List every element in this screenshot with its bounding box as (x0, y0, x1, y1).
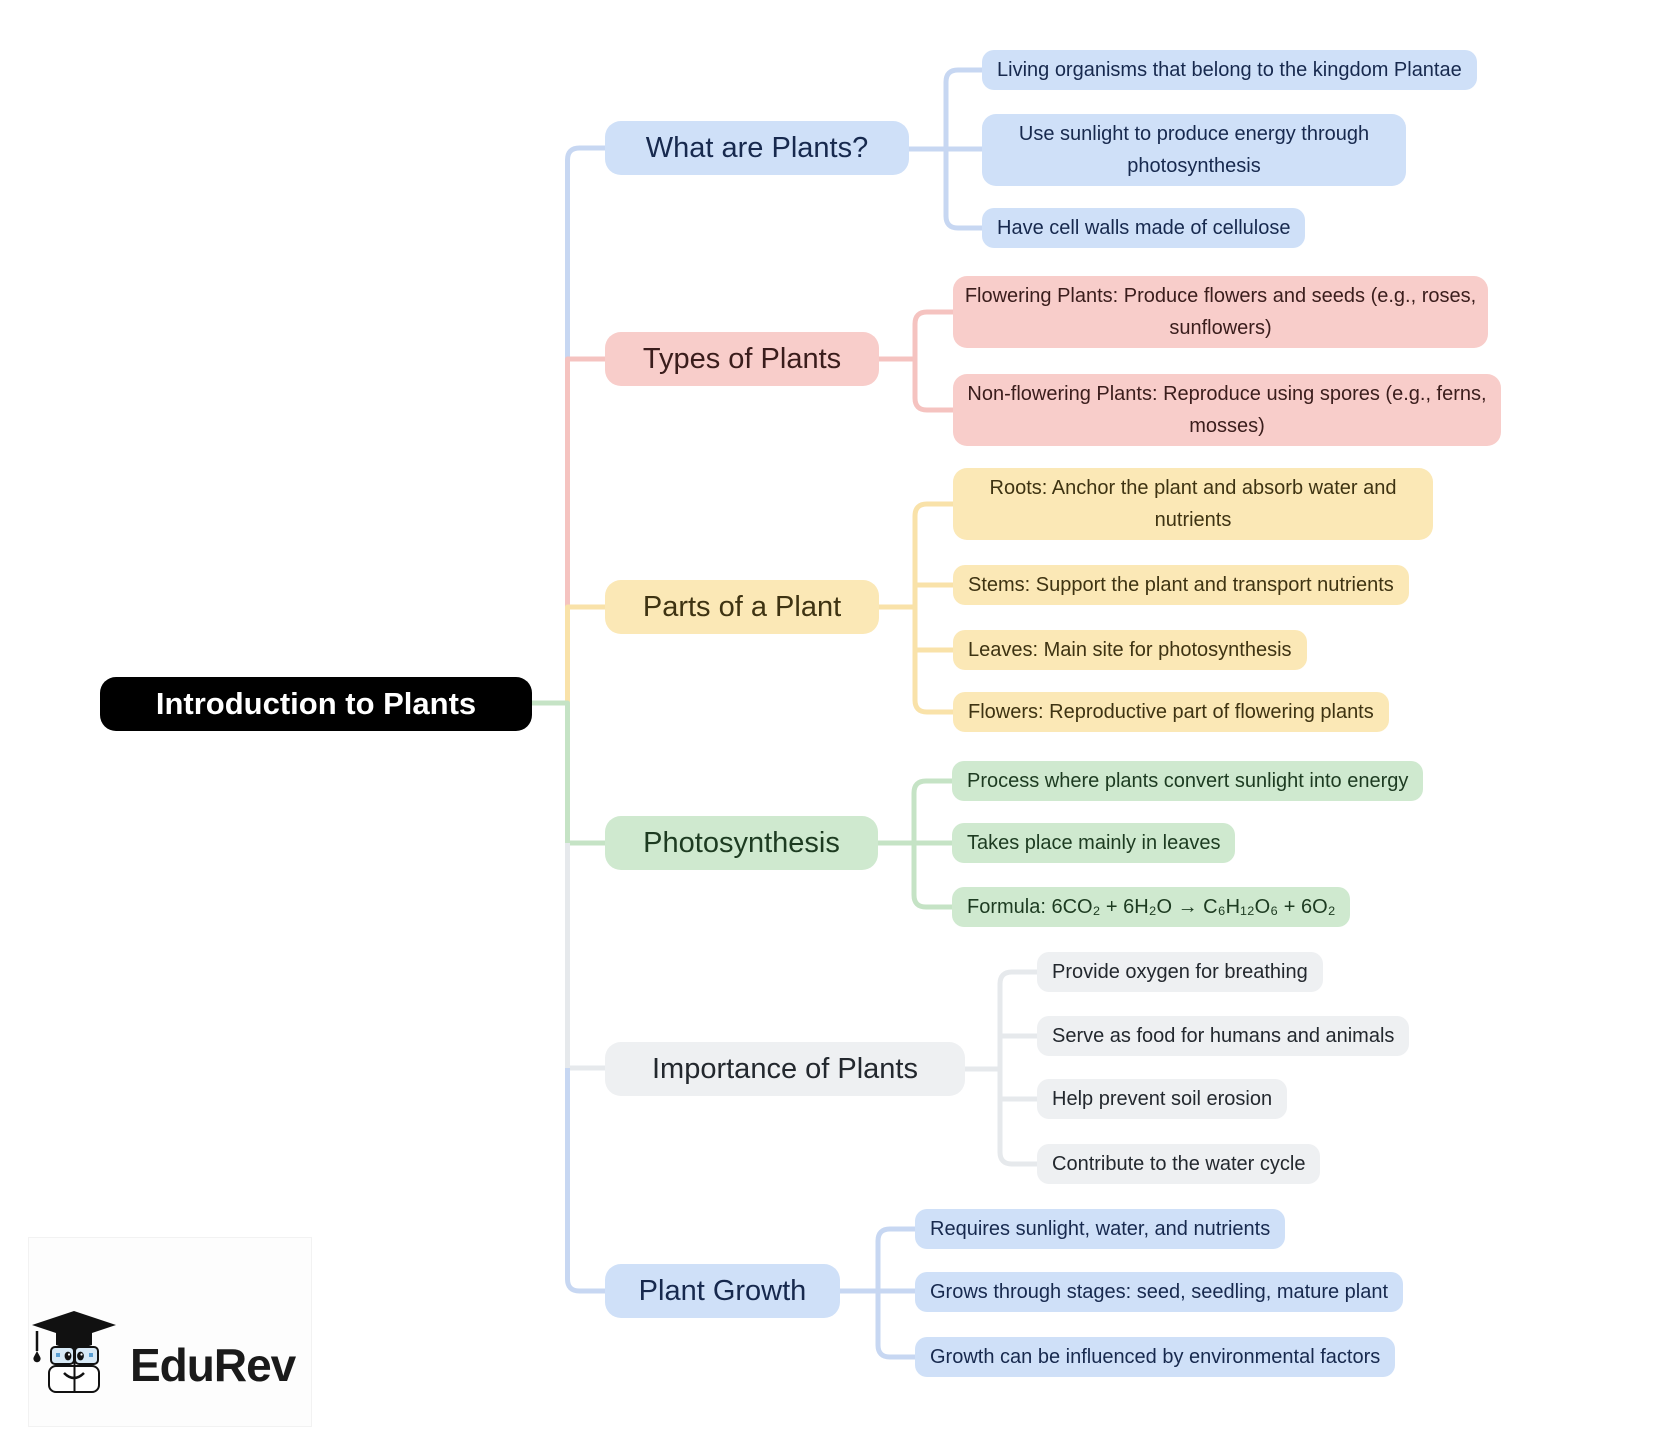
leaf-node-serve-as-food: Serve as food for humans and animals (1037, 1016, 1409, 1056)
leaf-node-kingdom-plantae: Living organisms that belong to the kingdom Plantae (982, 50, 1477, 90)
branch-node-photosynthesis: Photosynthesis (605, 816, 878, 870)
leaf-node-requires-sunlight-water: Requires sunlight, water, and nutrients (915, 1209, 1285, 1249)
leaf-node-flowers: Flowers: Reproductive part of flowering plants (953, 692, 1389, 732)
leaf-node-leaves: Leaves: Main site for photosynthesis (953, 630, 1307, 670)
branch-node-what-are-plants: What are Plants? (605, 121, 909, 175)
edurev-brand-text: EduRev (130, 1339, 296, 1391)
root-node: Introduction to Plants (100, 677, 532, 731)
branch-node-importance-of-plants: Importance of Plants (605, 1042, 965, 1096)
leaf-node-use-sunlight: Use sunlight to produce energy through photosynthesis (982, 114, 1406, 186)
leaf-node-flowering-plants: Flowering Plants: Produce flowers and seeds (e.g., roses, sunflowers) (953, 276, 1488, 348)
branch-node-plant-growth: Plant Growth (605, 1264, 840, 1318)
leaf-node-takes-place-in-leaves: Takes place mainly in leaves (952, 823, 1235, 863)
leaf-node-stems: Stems: Support the plant and transport nutrients (953, 565, 1409, 605)
leaf-node-growth-stages: Grows through stages: seed, seedling, mature plant (915, 1272, 1403, 1312)
leaf-node-water-cycle: Contribute to the water cycle (1037, 1144, 1320, 1184)
leaf-node-provide-oxygen: Provide oxygen for breathing (1037, 952, 1323, 992)
edurev-logo-icon (30, 1310, 118, 1398)
leaf-node-non-flowering-plants: Non-flowering Plants: Reproduce using spores (e.g., ferns, mosses) (953, 374, 1501, 446)
branch-node-parts-of-a-plant: Parts of a Plant (605, 580, 879, 634)
leaf-node-roots: Roots: Anchor the plant and absorb water and nutrients (953, 468, 1433, 540)
leaf-node-photosynthesis-formula: Formula: 6CO₂ + 6H₂O → C₆H₁₂O₆ + 6O₂ (952, 887, 1350, 927)
leaf-node-cell-walls: Have cell walls made of cellulose (982, 208, 1305, 248)
leaf-node-environmental-factors: Growth can be influenced by environmental factors (915, 1337, 1395, 1377)
branch-node-types-of-plants: Types of Plants (605, 332, 879, 386)
leaf-node-convert-sunlight: Process where plants convert sunlight into energy (952, 761, 1423, 801)
leaf-node-prevent-soil-erosion: Help prevent soil erosion (1037, 1079, 1287, 1119)
